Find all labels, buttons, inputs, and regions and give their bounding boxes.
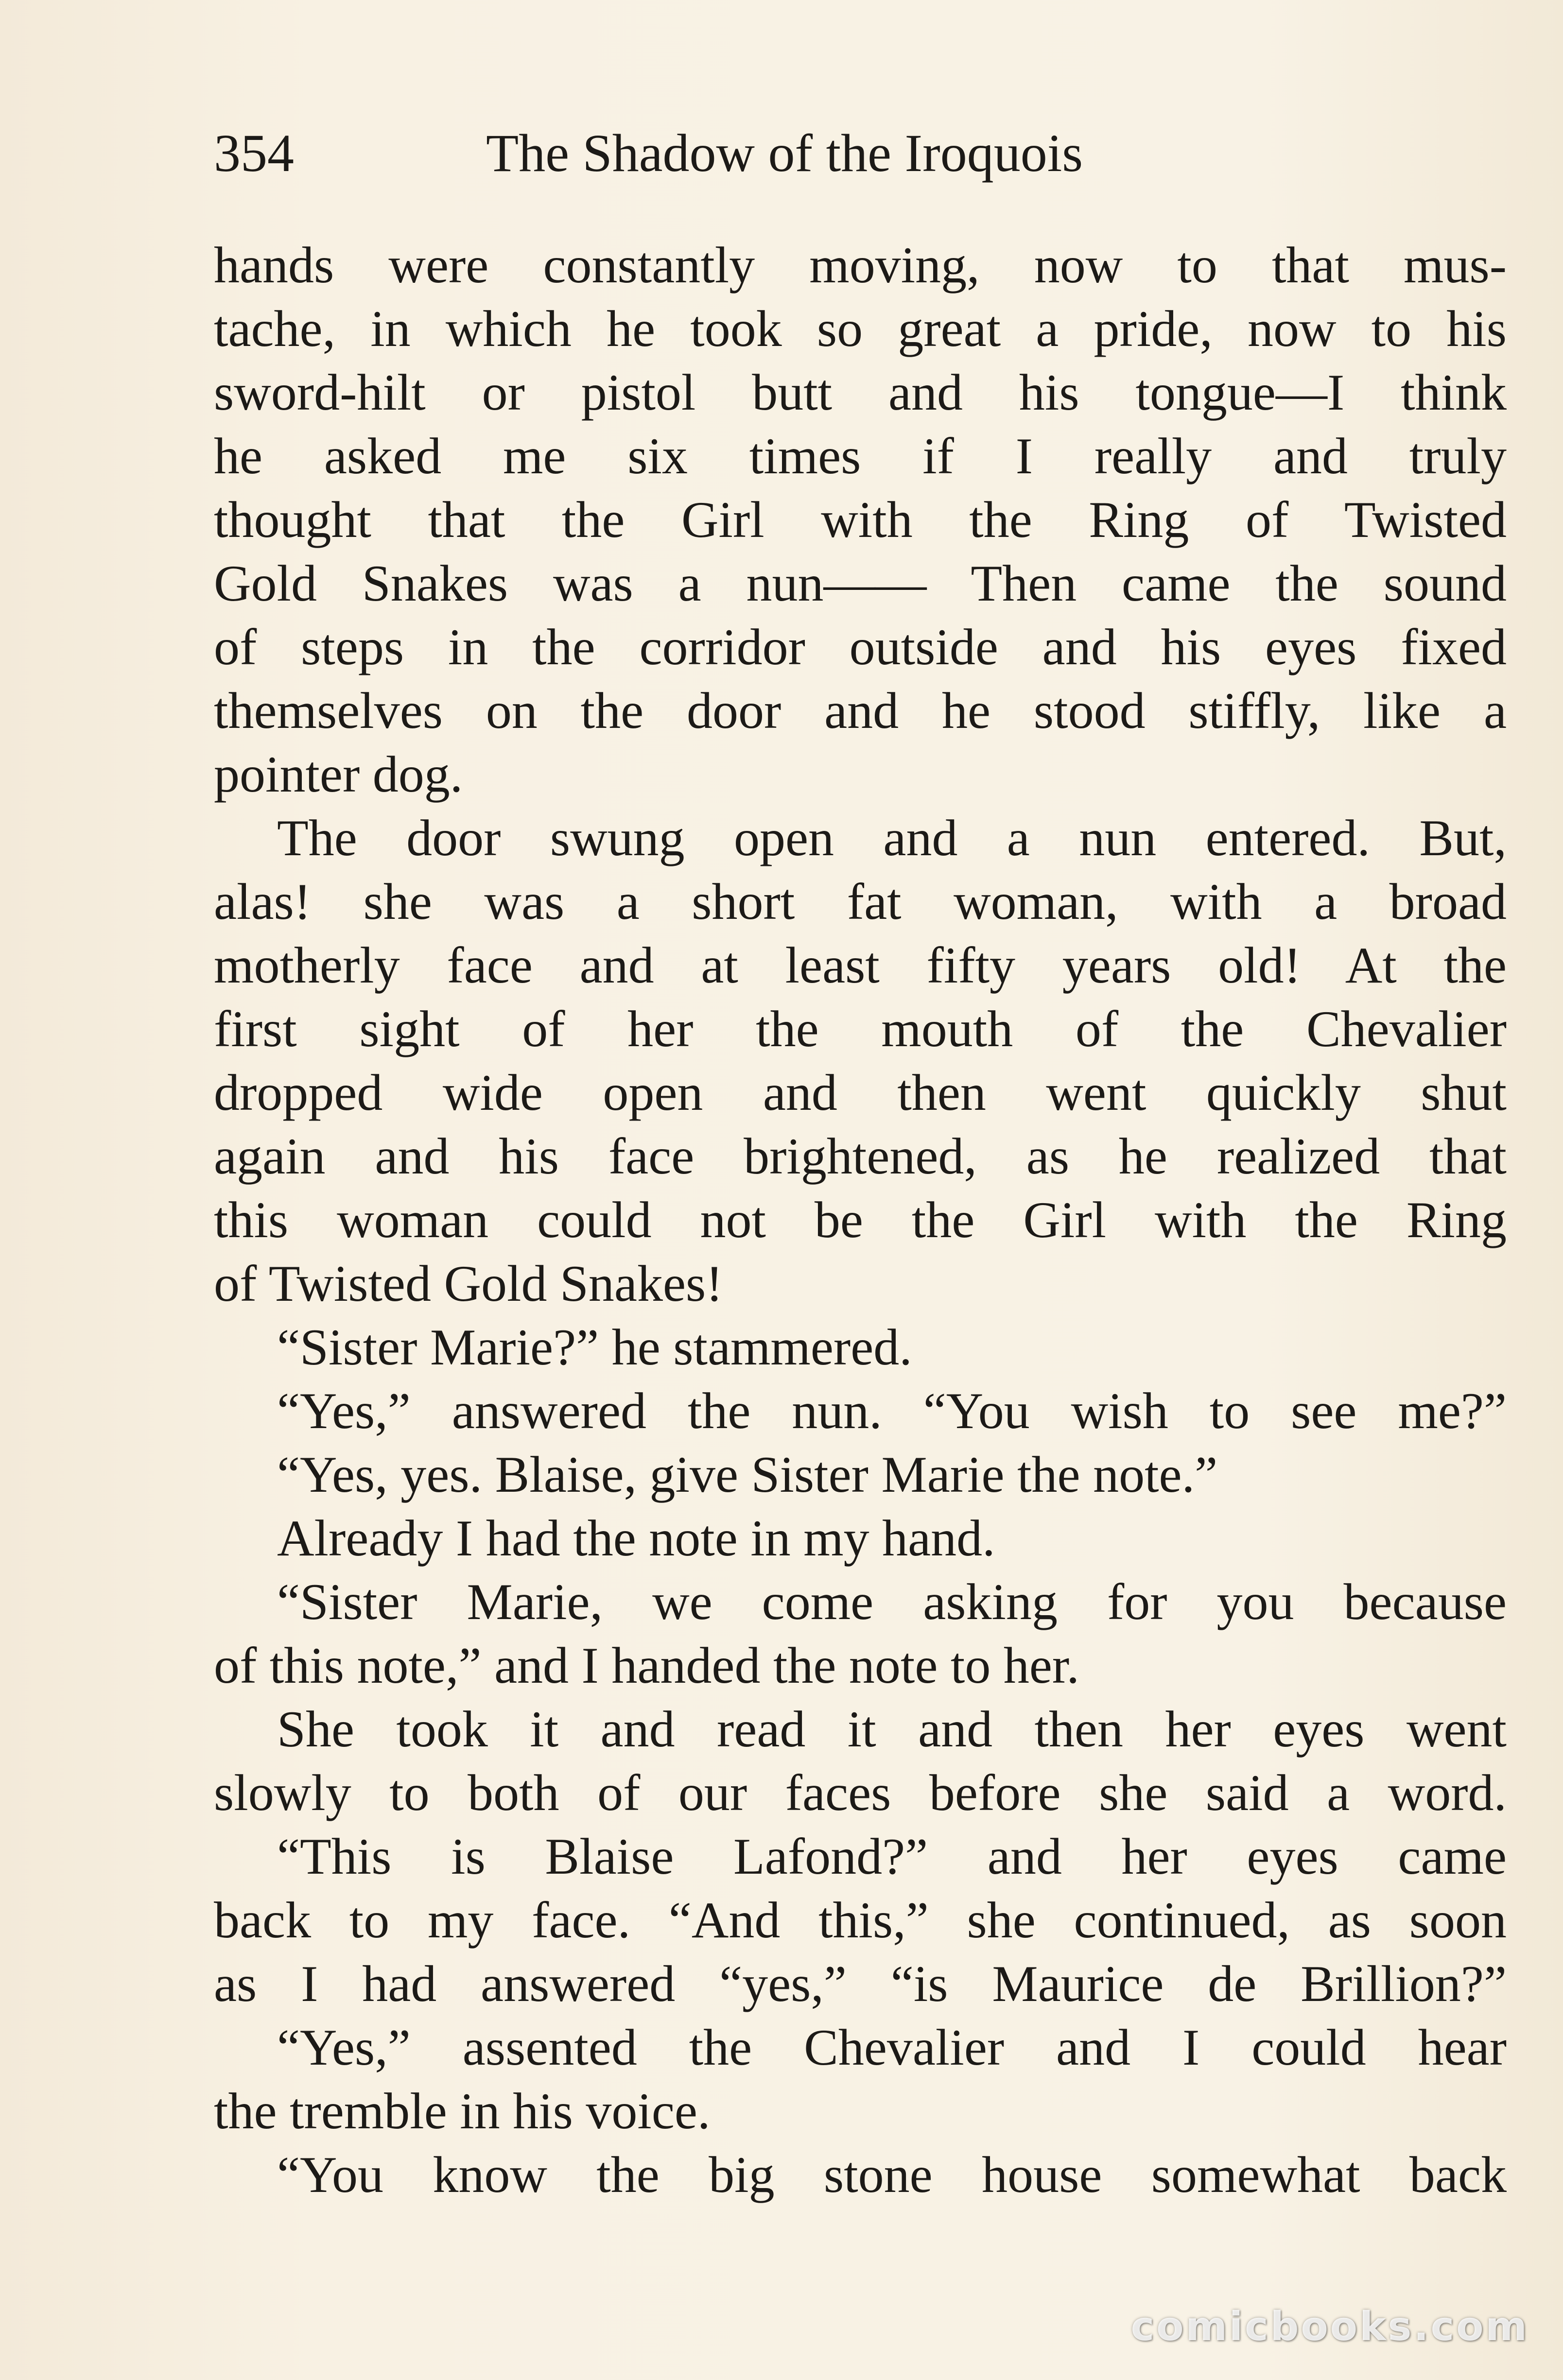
watermark: comicbooks.com <box>1130 2304 1529 2350</box>
text-line: “Sister Marie?” he stammered. <box>277 1319 912 1376</box>
text-line: She took it and read it and then her eyes went <box>277 1701 1507 1758</box>
body-text <box>214 233 1507 2207</box>
text-line: “Yes,” assented the Chevalier and I could hear <box>277 2019 1507 2076</box>
text-line: alas! she was a short fat woman, with a broad <box>214 873 1507 930</box>
text-line: he asked me six times if I really and truly <box>214 428 1507 484</box>
text-line: first sight of her the mouth of the Chevalier <box>214 1000 1507 1057</box>
text-line: The door swung open and a nun entered. But, <box>277 810 1507 866</box>
text-line: the tremble in his voice. <box>214 2083 711 2139</box>
text-line: Already I had the note in my hand. <box>277 1510 995 1567</box>
text-line: tache, in which he took so great a pride, now to his <box>214 300 1507 357</box>
text-line: of Twisted Gold Snakes! <box>214 1255 723 1312</box>
page-number: 354 <box>214 123 294 183</box>
text-line: back to my face. “And this,” she continued, as soon <box>214 1892 1507 1949</box>
text-line: hands were constantly moving, now to that mus- <box>214 237 1507 293</box>
running-title: The Shadow of the Iroquois <box>486 123 1083 183</box>
text-line: this woman could not be the Girl with the Ring <box>214 1191 1507 1248</box>
text-line: as I had answered “yes,” “is Maurice de Brillion?” <box>214 1955 1507 2012</box>
text-line: of this note,” and I handed the note to her. <box>214 1637 1079 1694</box>
text-line: themselves on the door and he stood stiffly, like a <box>214 682 1507 739</box>
text-line: dropped wide open and then went quickly shut <box>214 1064 1507 1121</box>
text-line: motherly face and at least fifty years old! At the <box>214 937 1507 994</box>
text-line: of steps in the corridor outside and his eyes fixed <box>214 619 1507 675</box>
text-line: “You know the big stone house somewhat back <box>277 2146 1507 2203</box>
text-line: “Yes, yes. Blaise, give Sister Marie the note.” <box>277 1446 1218 1503</box>
text-line: Gold Snakes was a nun—— Then came the sound <box>214 555 1507 612</box>
text-line: “Yes,” answered the nun. “You wish to see me?” <box>277 1382 1507 1439</box>
text-line: pointer dog. <box>214 746 463 803</box>
text-line: slowly to both of our faces before she said a word. <box>214 1764 1507 1821</box>
text-line: “This is Blaise Lafond?” and her eyes came <box>277 1828 1507 1885</box>
text-line: sword-hilt or pistol butt and his tongue—I think <box>214 364 1507 421</box>
text-line: “Sister Marie, we come asking for you because <box>277 1573 1507 1630</box>
text-line: again and his face brightened, as he realized that <box>214 1128 1507 1185</box>
text-line: thought that the Girl with the Ring of Twisted <box>214 491 1507 548</box>
page-header <box>214 117 1507 190</box>
